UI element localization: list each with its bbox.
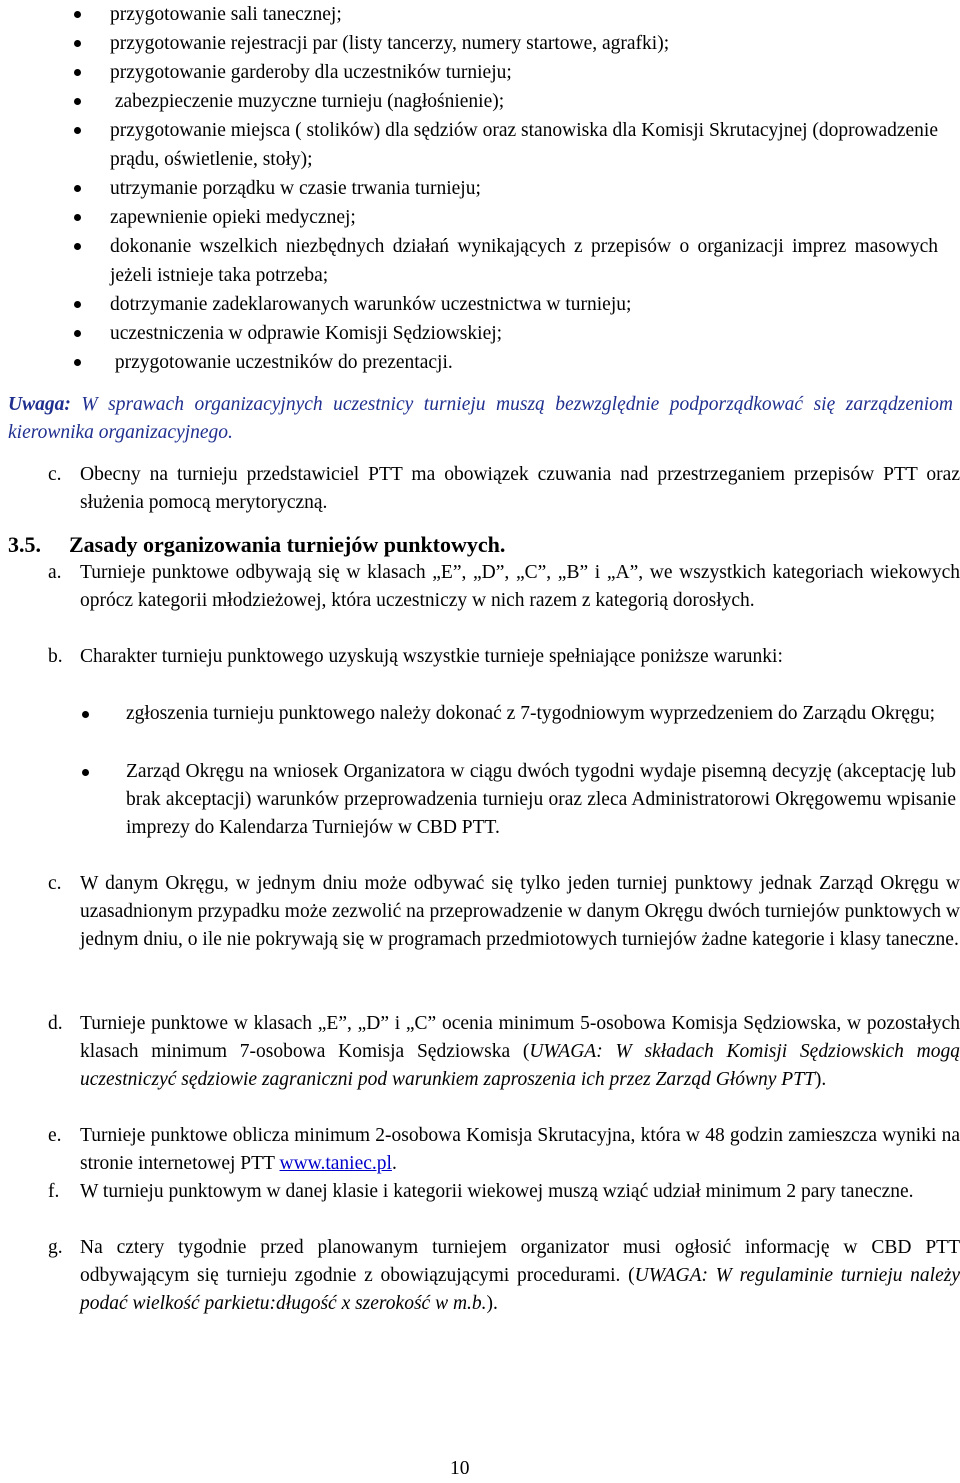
bullet-icon — [74, 301, 81, 308]
bullet-icon — [74, 127, 81, 134]
section-number: 3.5. — [8, 532, 41, 557]
item-text: Turnieje punktowe w klasach „E”, „D” i „C” ocenia minimum 5-osobowa Komisja Sędziowska, w pozostałych klasach minimum 7-osobowa Komisja Sędziowska ( — [80, 1013, 960, 1062]
bullet-item — [78, 348, 938, 377]
note-paragraph — [8, 391, 953, 447]
list-item-g — [48, 1234, 960, 1318]
bullet-text: przygotowanie uczestników do prezentacji. — [110, 352, 453, 373]
bullet-item — [78, 87, 938, 116]
bullet-item — [78, 174, 938, 203]
item-label: c. — [48, 873, 62, 894]
section-title: Zasady organizowania turniejów punktowych. — [69, 532, 506, 557]
item-text: W danym Okręgu, w jednym dniu może odbywać się tylko jeden turniej punktowy jednak Zarząd Okręgu w uzasadnionym przypadku może zezwolić na przeprowadzenie w danym Okręgu dwóch turniejów punktowych w jednym dniu, o ile nie pokrywają się w programach przedmiotowych turniejów żadne kategorie i klasy taneczne. — [80, 873, 960, 950]
list-item-f — [48, 1178, 960, 1206]
bullet-text: dotrzymanie zadeklarowanych warunków uczestnictwa w turnieju; — [110, 294, 632, 315]
bullet-icon — [74, 185, 81, 192]
item-text: Na cztery tygodnie przed planowanym turniejem organizator musi ogłosić informację w CBD PTT odbywającym się turnieju zgodnie z obowiązującymi procedurami. ( — [80, 1237, 960, 1286]
bullet-icon — [74, 214, 81, 221]
list-item-c — [48, 870, 960, 954]
bullet-item — [78, 232, 938, 290]
item-tail: . — [391, 1153, 397, 1174]
bullet-text: przygotowanie sali tanecznej; — [110, 4, 342, 25]
item-text: Obecny na turnieju przedstawiciel PTT ma obowiązek czuwania nad przestrzeganiem przepisów PTT oraz służenia pomocą merytoryczną. — [80, 464, 960, 513]
bullet-icon — [82, 769, 89, 776]
bullet-text: utrzymanie porządku w czasie trwania turnieju; — [110, 178, 481, 199]
item-label: c. — [48, 464, 62, 485]
bullet-text: zapewnienie opieki medycznej; — [110, 207, 356, 228]
item-italic-note: UWAGA: W regulaminie turnieju należy podać wielkość parkietu:długość x szerokość w m.b. — [80, 1265, 960, 1314]
bullet-icon — [74, 330, 81, 337]
list-item-e — [48, 1122, 960, 1178]
item-label: b. — [48, 646, 63, 667]
bullet-text: zabezpieczenie muzyczne turnieju (nagłośnienie); — [110, 91, 505, 112]
bullet-item — [78, 290, 938, 319]
sub-bullet-item — [126, 700, 956, 728]
website-link[interactable]: www.taniec.pl — [279, 1153, 392, 1174]
sub-bullet-text: Zarząd Okręgu na wniosek Organizatora w ciągu dwóch tygodni wydaje pisemną decyzję (akceptację lub brak akceptacji) warunków przeprowadzenia turnieju oraz zleca Administratorowi Okręgowemu wpisanie imprezy do Kalendarza Turniejów w CBD PTT. — [126, 761, 956, 838]
bullet-item — [78, 0, 938, 29]
bullet-text: uczestniczenia w odprawie Komisji Sędziowskiej; — [110, 323, 503, 344]
bullet-text: dokonanie wszelkich niezbędnych działań wynikających z przepisów o organizacji imprez masowych jeżeli istnieje taka potrzeba; — [110, 236, 938, 286]
item-tail: ). — [486, 1293, 498, 1314]
bullet-icon — [82, 711, 89, 718]
bullet-item — [78, 319, 938, 348]
bullet-icon — [74, 98, 81, 105]
bullet-icon — [74, 40, 81, 47]
bullet-item — [78, 203, 938, 232]
bullet-text: przygotowanie garderoby dla uczestników turnieju; — [110, 62, 512, 83]
note-text: W sprawach organizacyjnych uczestnicy turnieju muszą bezwzględnie podporządkować się zarządzeniom kierownika organizacyjnego. — [8, 394, 953, 443]
item-label: e. — [48, 1125, 62, 1146]
bullet-item — [78, 29, 938, 58]
bullet-item — [78, 116, 938, 174]
bullet-text: przygotowanie miejsca ( stolików) dla sędziów oraz stanowiska dla Komisji Skrutacyjnej (doprowadzenie prądu, oświetlenie, stoły); — [110, 120, 938, 170]
item-text: Charakter turnieju punktowego uzyskują wszystkie turnieje spełniające poniższe warunki: — [80, 646, 783, 667]
list-item-a — [48, 559, 960, 615]
item-label: f. — [48, 1181, 60, 1202]
note-label: Uwaga: — [8, 394, 71, 415]
item-text: Turnieje punktowe oblicza minimum 2-osobowa Komisja Skrutacyjna, która w 48 godzin zamieszcza wyniki na stronie internetowej PTT — [80, 1125, 960, 1174]
item-italic-note: UWAGA: W składach Komisji Sędziowskich mogą uczestniczyć sędziowie zagraniczni pod warunkiem zaproszenia ich przez Zarząd Główny PTT — [80, 1041, 960, 1090]
bullet-icon — [74, 11, 81, 18]
bullet-icon — [74, 359, 81, 366]
bullet-icon — [74, 69, 81, 76]
sub-bullet-item — [126, 758, 956, 842]
bullet-item — [78, 58, 938, 87]
list-item-c-prev — [48, 461, 960, 517]
sub-bullet-text: zgłoszenia turnieju punktowego należy dokonać z 7-tygodniowym wyprzedzeniem do Zarządu Okręgu; — [126, 703, 935, 724]
item-label: d. — [48, 1013, 63, 1034]
section-heading — [8, 530, 505, 560]
list-item-d — [48, 1010, 960, 1094]
item-text: W turnieju punktowym w danej klasie i kategorii wiekowej muszą wziąć udział minimum 2 pary taneczne. — [80, 1181, 914, 1202]
list-item-b — [48, 643, 960, 671]
page-number: 10 — [450, 1458, 470, 1479]
bullet-icon — [74, 243, 81, 250]
bullet-text: przygotowanie rejestracji par (listy tancerzy, numery startowe, agrafki); — [110, 33, 670, 54]
item-label: a. — [48, 562, 62, 583]
item-text: Turnieje punktowe odbywają się w klasach „E”, „D”, „C”, „B” i „A”, we wszystkich kategoriach wiekowych oprócz kategorii młodzieżowej, która uczestniczy w nich razem z kategorią dorosłych. — [80, 562, 960, 611]
item-label: g. — [48, 1237, 63, 1258]
item-tail: ). — [814, 1069, 827, 1090]
